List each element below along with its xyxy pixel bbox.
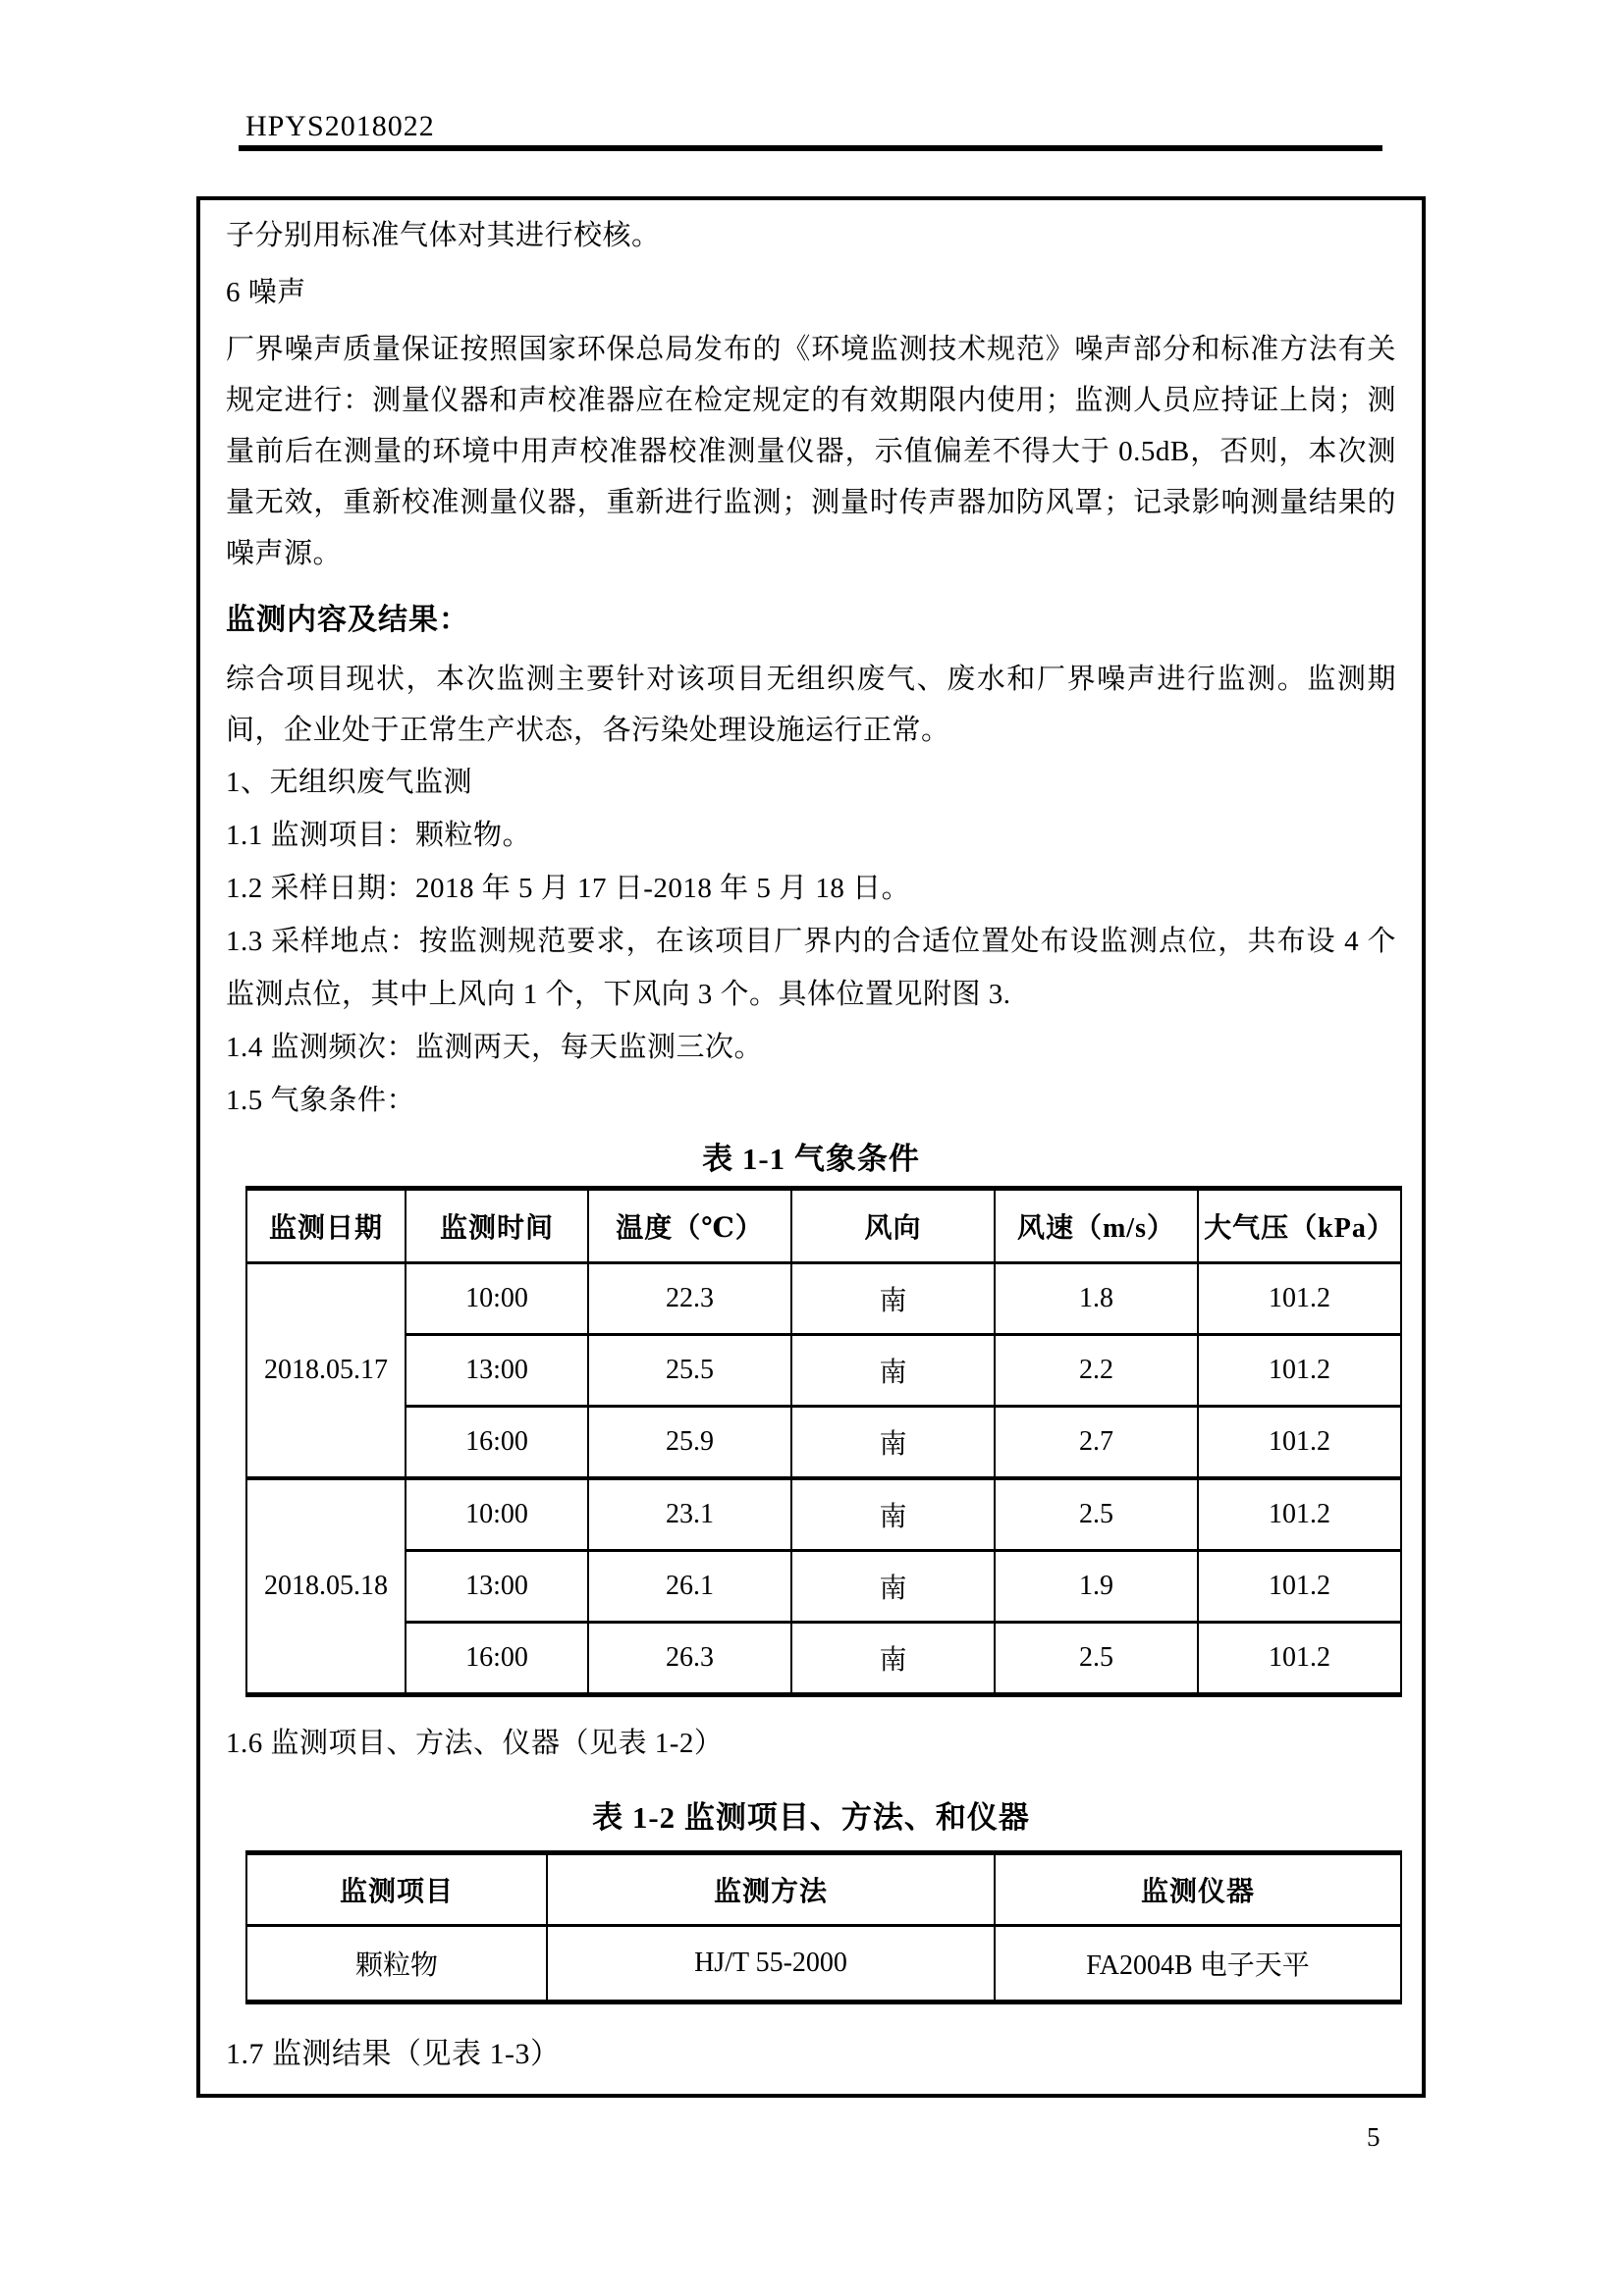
item-1-2-dates: 1.2 采样日期：2018 年 5 月 17 日-2018 年 5 月 18 日。 — [226, 873, 911, 904]
pressure-cell: 101.2 — [1198, 1478, 1401, 1551]
table-row — [246, 1478, 1401, 1551]
methods-table-header-row — [246, 1853, 1401, 1926]
table-row — [246, 1263, 1401, 1335]
wind-speed-cell: 2.2 — [995, 1335, 1198, 1407]
time-cell: 13:00 — [406, 1551, 588, 1623]
section-6-noise: 6 噪声 — [226, 277, 306, 308]
instrument-cell: FA2004B 电子天平 — [995, 1926, 1401, 2002]
pressure-cell: 101.2 — [1198, 1335, 1401, 1407]
pressure-cell: 101.2 — [1198, 1623, 1401, 1695]
item-1-1-project: 1.1 监测项目：颗粒物。 — [226, 820, 532, 851]
wind-direction-cell: 南 — [791, 1478, 995, 1551]
temperature-cell: 25.9 — [588, 1407, 791, 1479]
temperature-cell: 22.3 — [588, 1263, 791, 1335]
methods-instruments-table — [245, 1850, 1402, 2004]
col-header-instrument: 监测仪器 — [995, 1853, 1401, 1926]
item-1-6-methods: 1.6 监测项目、方法、仪器（见表 1-2） — [226, 1728, 724, 1759]
item-1-7-results: 1.7 监测结果（见表 1-3） — [226, 2038, 561, 2070]
item-1-3-locations: 1.3 采样地点：按监测规范要求，在该项目厂界内的合适位置处布设监测点位，共布设 4 个监测点位，其中上风向 1 个，下风向 3 个。具体位置见附图 3. — [226, 926, 1396, 1010]
header-divider — [239, 145, 1382, 151]
pressure-cell: 101.2 — [1198, 1551, 1401, 1623]
time-cell: 16:00 — [406, 1407, 588, 1479]
table-row — [246, 1623, 1401, 1695]
heading-monitoring-results: 监测内容及结果： — [226, 604, 469, 636]
item-1-4-frequency: 1.4 监测频次：监测两天，每天监测三次。 — [226, 1032, 764, 1063]
time-cell: 10:00 — [406, 1478, 588, 1551]
wind-speed-cell: 1.9 — [995, 1551, 1198, 1623]
paragraph-noise-qa: 厂界噪声质量保证按照国家环保总局发布的《环境监测技术规范》噪声部分和标准方法有关规定进行：测量仪器和声校准器应在检定规定的有效期限内使用；监测人员应持证上岗；测量前后在测量的环境中用声校准器校准测量仪器，示值偏差不得大于 0.5dB，否则，本次测量无效，重新校准测量仪器，重新进行监测；测量时传声器加防风罩；记录影响测量结果的噪声源。 — [226, 334, 1396, 569]
weather-table-header-row — [246, 1189, 1401, 1263]
pressure-cell: 101.2 — [1198, 1407, 1401, 1479]
table-1-1-title: 表 1-1 气象条件 — [702, 1142, 920, 1176]
wind-speed-cell: 2.7 — [995, 1407, 1198, 1479]
col-header-item: 监测项目 — [246, 1853, 547, 1926]
wind-direction-cell: 南 — [791, 1551, 995, 1623]
temperature-cell: 23.1 — [588, 1478, 791, 1551]
wind-speed-cell: 2.5 — [995, 1478, 1198, 1551]
item-1-5-weather: 1.5 气象条件： — [226, 1085, 416, 1116]
date-cell: 2018.05.17 — [246, 1263, 406, 1479]
col-header-wind-speed: 风速（m/s） — [995, 1189, 1198, 1263]
col-header-method: 监测方法 — [547, 1853, 995, 1926]
table-row — [246, 1335, 1401, 1407]
method-cell: HJ/T 55-2000 — [547, 1926, 995, 2002]
wind-direction-cell: 南 — [791, 1263, 995, 1335]
document-code: HPYS2018022 — [245, 110, 435, 142]
col-header-temperature: 温度（℃） — [588, 1189, 791, 1263]
pressure-cell: 101.2 — [1198, 1263, 1401, 1335]
content-box — [196, 196, 1426, 2098]
wind-speed-cell: 1.8 — [995, 1263, 1198, 1335]
time-cell: 16:00 — [406, 1623, 588, 1695]
table-1-2-title: 表 1-2 监测项目、方法、和仪器 — [592, 1800, 1030, 1835]
col-header-time: 监测时间 — [406, 1189, 588, 1263]
wind-direction-cell: 南 — [791, 1407, 995, 1479]
wind-speed-cell: 2.5 — [995, 1623, 1198, 1695]
temperature-cell: 25.5 — [588, 1335, 791, 1407]
weather-conditions-table — [245, 1186, 1402, 1697]
paragraph-calibration: 子分别用标准气体对其进行校核。 — [226, 220, 661, 251]
table-row — [246, 1407, 1401, 1479]
table-row — [246, 1551, 1401, 1623]
temperature-cell: 26.3 — [588, 1623, 791, 1695]
date-cell: 2018.05.18 — [246, 1478, 406, 1695]
temperature-cell: 26.1 — [588, 1551, 791, 1623]
item-cell: 颗粒物 — [246, 1926, 547, 2002]
page-number: 5 — [1367, 2122, 1380, 2152]
col-header-date: 监测日期 — [246, 1189, 406, 1263]
time-cell: 10:00 — [406, 1263, 588, 1335]
col-header-wind-direction: 风向 — [791, 1189, 995, 1263]
item-1-fugitive-gas: 1、无组织废气监测 — [226, 767, 473, 798]
col-header-pressure: 大气压（kPa） — [1198, 1189, 1401, 1263]
wind-direction-cell: 南 — [791, 1623, 995, 1695]
wind-direction-cell: 南 — [791, 1335, 995, 1407]
time-cell: 13:00 — [406, 1335, 588, 1407]
paragraph-overview: 综合项目现状，本次监测主要针对该项目无组织废气、废水和厂界噪声进行监测。监测期间，企业处于正常生产状态，各污染处理设施运行正常。 — [226, 664, 1396, 746]
table-row — [246, 1926, 1401, 2002]
